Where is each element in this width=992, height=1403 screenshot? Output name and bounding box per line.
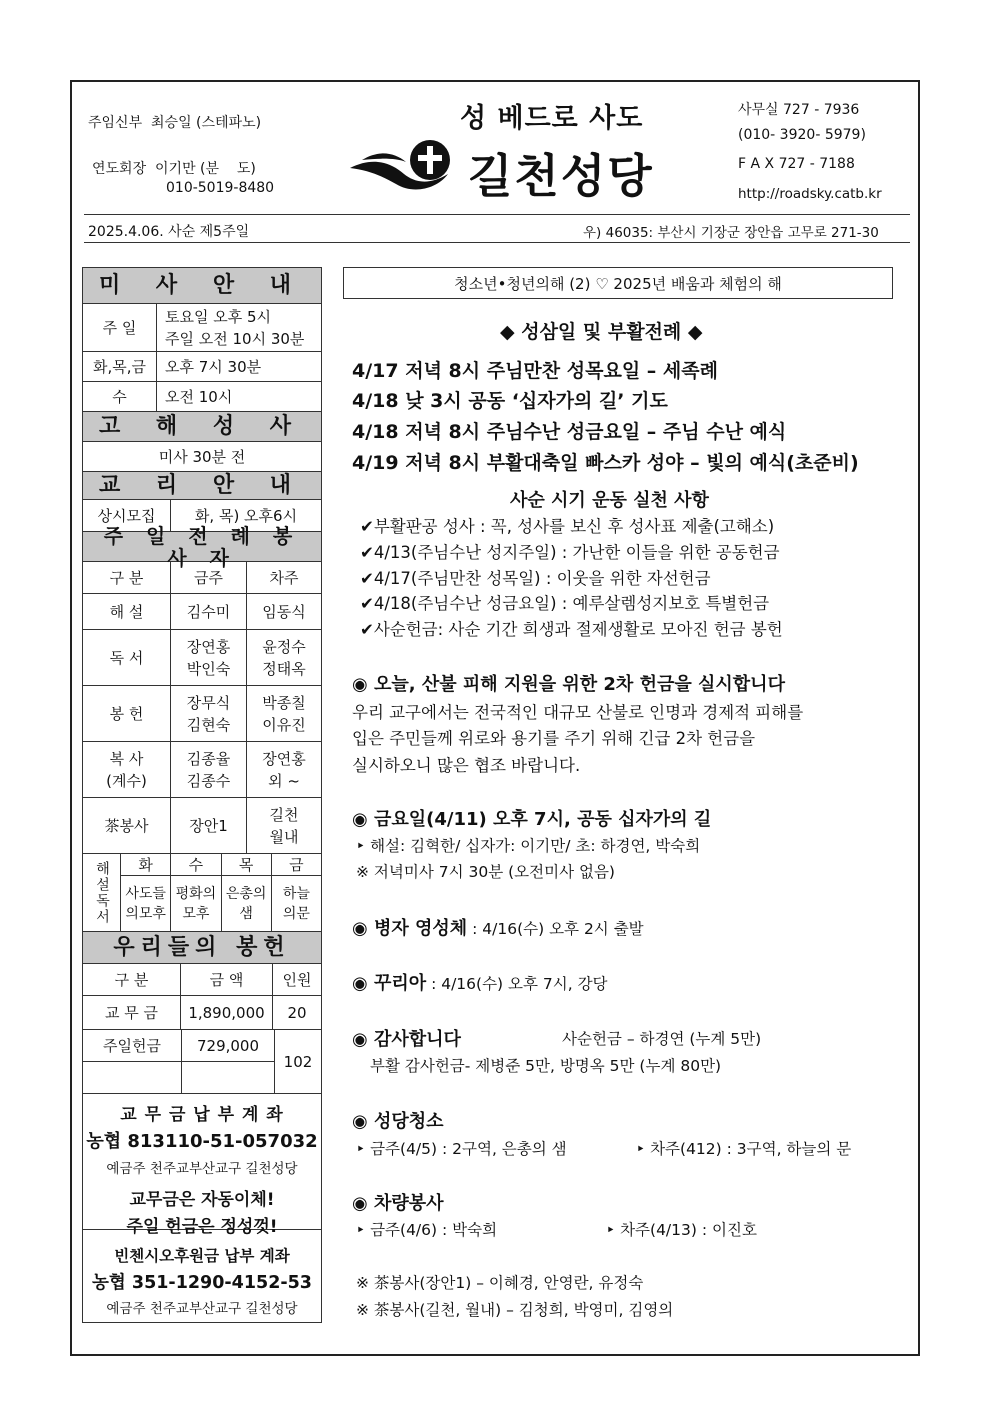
ministry-this: 장무식 bbox=[186, 693, 231, 712]
lent-item: ✔4/17(주님만찬 성목일) : 이웃을 위한 자선헌금 bbox=[360, 569, 711, 588]
account-box bbox=[83, 1094, 321, 1237]
church-name: 길천성당 bbox=[468, 149, 654, 203]
offering-head-amount: 금 액 bbox=[181, 964, 273, 995]
ministry-next: 윤정수 bbox=[262, 637, 306, 656]
offering-count: 20 bbox=[287, 1003, 307, 1022]
catechism-title: 교 리 안 내 bbox=[83, 472, 321, 499]
triduum-item: 4/19 저녁 8시 부활대축일 빠스카 성야 – 빛의 예식(초준비) bbox=[352, 452, 859, 474]
lent-item: ✔4/18(주님수난 성금요일) : 예루살렘성지보호 특별헌금 bbox=[360, 594, 770, 613]
table-row bbox=[83, 594, 321, 630]
tea-service-2: ※ 茶봉사(길천, 월내) – 김청희, 박영미, 김영의 bbox=[356, 1301, 674, 1319]
ministry-this: 장안1 bbox=[171, 798, 247, 853]
cross-title: ◉ 금요일(4/11) 오후 7시, 공동 십자가의 길 bbox=[352, 809, 712, 830]
account-number: 농협 813110-51-057032 bbox=[86, 1131, 318, 1152]
ministry-this: 김수미 bbox=[171, 594, 247, 629]
table-row bbox=[83, 1030, 321, 1094]
reading-group: 은총의 bbox=[225, 885, 267, 902]
council-info: 연도회장 이기만 (분 도) bbox=[92, 161, 256, 177]
thanks-item: 사순헌금 – 하경연 (누계 5만) bbox=[562, 1030, 762, 1048]
ministry-head-next: 차주 bbox=[269, 568, 299, 587]
website-link[interactable]: http://roadsky.catb.kr bbox=[738, 186, 882, 202]
triduum-title: ◆ 성삼일 및 부활전례 ◆ bbox=[500, 321, 703, 343]
mass-title: 미 사 안 내 bbox=[83, 268, 321, 303]
ministry-next: 장연홍 bbox=[262, 749, 306, 768]
reading-day: 화 bbox=[121, 854, 171, 875]
cleaning-this-week: ‣ 금주(4/5) : 2구역, 은총의 샘 bbox=[356, 1140, 567, 1158]
catechism-label: 상시모집 bbox=[83, 500, 171, 531]
reading-day: 금 bbox=[289, 855, 304, 874]
ministry-next: 박종칠 bbox=[262, 693, 306, 712]
offering-note: 주일 헌금은 정성껏! bbox=[126, 1217, 278, 1237]
sunday-label: 주 일 bbox=[83, 304, 157, 351]
tea-service-1: ※ 茶봉사(장안1) – 이혜경, 안영란, 유정숙 bbox=[356, 1274, 644, 1292]
ministry-title: 주 일 전 례 봉 사 자 bbox=[83, 532, 321, 561]
cross-detail: ‣ 해설: 김혁한/ 십자가: 이기만/ 초: 하경연, 박숙희 bbox=[356, 837, 701, 855]
lent-item: ✔부활판공 성사 : 꼭, 성사를 보신 후 성사표 제출(고해소) bbox=[360, 517, 775, 536]
wednesday-label: 수 bbox=[83, 382, 157, 411]
cross-note: ※ 저녁미사 7시 30분 (오전미사 없음) bbox=[356, 863, 615, 881]
sick-detail: : 4/16(수) 오후 2시 출발 bbox=[467, 920, 644, 938]
cleaning-title: ◉ 성당청소 bbox=[352, 1111, 444, 1132]
vincent-account-box bbox=[83, 1230, 321, 1322]
offering-amount: 729,000 bbox=[182, 1030, 274, 1062]
offering-count: 102 bbox=[283, 1052, 313, 1071]
triduum-item: 4/18 저녁 8시 주님수난 성금요일 – 주님 수난 예식 bbox=[352, 421, 787, 443]
vincent-title: 빈첸시오후원금 납부 계좌 bbox=[114, 1247, 290, 1265]
reading-group: 모후 bbox=[182, 905, 210, 922]
reading-rotation bbox=[83, 854, 321, 932]
table-row bbox=[83, 630, 321, 686]
weekday-time: 오후 7시 30분 bbox=[165, 357, 262, 376]
account-holder: 예금주 천주교부산교구 길천성당 bbox=[106, 1161, 298, 1177]
table-row bbox=[83, 742, 321, 798]
confession-title: 고 해 성 사 bbox=[83, 412, 321, 441]
mobile-phone: (010- 3920- 5979) bbox=[738, 127, 866, 143]
reading-group: 샘 bbox=[239, 905, 253, 922]
header-divider-2 bbox=[84, 242, 910, 243]
ministry-next: 길천 bbox=[269, 805, 299, 824]
church-subtitle: 성 베드로 사도 bbox=[460, 103, 644, 134]
offering-amount: 1,890,000 bbox=[181, 996, 273, 1029]
reading-day: 수 bbox=[171, 854, 221, 875]
ministry-this: 장연홍 bbox=[186, 637, 231, 656]
church-logo-icon bbox=[348, 134, 460, 196]
offering-head-count: 인원 bbox=[282, 970, 312, 989]
thanks-item: 부활 감사헌금- 제병준 5만, 방명옥 5만 (누계 80만) bbox=[370, 1057, 722, 1075]
ministry-role: (계수) bbox=[106, 771, 147, 790]
weekday-label: 화,목,금 bbox=[83, 352, 157, 381]
table-row bbox=[83, 996, 321, 1030]
pastor-info: 주임신부 최승일 (스테파노) bbox=[88, 115, 262, 131]
header-divider bbox=[84, 214, 910, 215]
wednesday-time: 오전 10시 bbox=[165, 387, 233, 406]
yearly-theme: 청소년•청년의해 (2) ♡ 2025년 배움과 체험의 해 bbox=[343, 267, 893, 299]
reading-group: 의문 bbox=[282, 905, 310, 922]
reading-group: 하늘 bbox=[282, 885, 310, 902]
issue-date: 2025.4.06. 사순 제5주일 bbox=[88, 224, 250, 240]
offering-label: 교 무 금 bbox=[83, 996, 181, 1029]
ministry-role: 봉 헌 bbox=[83, 686, 171, 741]
curia-title: ◉ 꾸리아 bbox=[352, 973, 427, 994]
sunday-time-2: 주일 오전 10시 30분 bbox=[165, 329, 305, 348]
ministry-this: 박인숙 bbox=[186, 659, 231, 678]
ministry-this: 김종수 bbox=[186, 771, 231, 790]
ministry-role: 해 설 bbox=[83, 594, 171, 629]
ministry-role: 茶봉사 bbox=[83, 798, 171, 853]
cleaning-next-week: ‣ 차주(412) : 3구역, 하늘의 문 bbox=[636, 1140, 852, 1158]
church-address: 우) 46035: 부산시 기장군 장안읍 고무로 271-30 bbox=[583, 225, 879, 241]
fire-title: ◉ 오늘, 산불 피해 지원을 위한 2차 헌금을 실시합니다 bbox=[352, 674, 785, 695]
ministry-next: 정태옥 bbox=[262, 659, 306, 678]
reading-day: 목 bbox=[222, 854, 272, 875]
vehicle-this-week: ‣ 금주(4/6) : 박숙희 bbox=[356, 1221, 498, 1239]
ministry-this: 김종율 bbox=[186, 749, 231, 768]
vehicle-next-week: ‣ 차주(4/13) : 이진호 bbox=[606, 1221, 757, 1239]
ministry-head-this: 금주 bbox=[171, 562, 247, 593]
reading-group: 의모후 bbox=[125, 905, 166, 922]
ministry-next: 월내 bbox=[269, 827, 299, 846]
ministry-role: 독 서 bbox=[83, 630, 171, 685]
offering-head-label: 구 분 bbox=[83, 964, 181, 995]
reading-group: 평화의 bbox=[175, 885, 217, 902]
offering-title: 우리들의 봉헌 bbox=[83, 932, 321, 963]
lent-title: 사순 시기 운동 실천 사항 bbox=[510, 490, 709, 511]
sick-title: ◉ 병자 영성체 bbox=[352, 918, 468, 939]
reading-group: 사도들 bbox=[125, 885, 166, 902]
curia-detail: : 4/16(수) 오후 7시, 강당 bbox=[426, 975, 608, 993]
thanks-title: ◉ 감사합니다 bbox=[352, 1029, 461, 1050]
ministry-this: 김현숙 bbox=[186, 715, 231, 734]
triduum-item: 4/17 저녁 8시 주님만찬 성목요일 – 세족례 bbox=[352, 360, 718, 382]
ministry-next: 외 ~ bbox=[268, 771, 300, 790]
sick-communion bbox=[352, 914, 644, 940]
ministry-role: 복 사 bbox=[109, 749, 144, 768]
ministry-next: 이유진 bbox=[262, 715, 306, 734]
fire-body: 실시하오니 많은 협조 바랍니다. bbox=[352, 756, 581, 775]
confession-time: 미사 30분 전 bbox=[158, 447, 246, 466]
sidebar bbox=[82, 267, 322, 1323]
fire-body: 우리 교구에서는 전국적인 대규모 산불로 인명과 경제적 피해를 bbox=[352, 703, 804, 722]
council-phone: 010-5019-8480 bbox=[166, 180, 275, 196]
triduum-item: 4/18 낮 3시 공동 ‘십자가의 길’ 기도 bbox=[352, 390, 668, 412]
vincent-number: 농협 351-1290-4152-53 bbox=[92, 1273, 312, 1293]
lent-item: ✔사순헌금: 사순 기간 희생과 절제생활로 모아진 헌금 봉헌 bbox=[360, 620, 783, 639]
offering-label: 주일헌금 bbox=[83, 1030, 181, 1062]
reading-label: 해설독서 bbox=[83, 854, 121, 931]
auto-transfer-note: 교무금은 자동이체! bbox=[129, 1190, 275, 1210]
vehicle-title: ◉ 차량봉사 bbox=[352, 1193, 444, 1214]
ministry-next: 임동식 bbox=[262, 602, 306, 621]
lent-item: ✔4/13(주님수난 성지주일) : 가난한 이들을 위한 공동헌금 bbox=[360, 543, 780, 562]
catechism-time: 화, 목) 오후6시 bbox=[194, 506, 298, 525]
table-row bbox=[83, 798, 321, 854]
account-title: 교 무 금 납 부 계 좌 bbox=[120, 1105, 284, 1125]
fire-body: 입은 주민들께 위로와 용기를 주기 위해 긴급 2차 헌금을 bbox=[352, 729, 756, 748]
office-phone: 사무실 727 - 7936 bbox=[738, 102, 860, 118]
table-row bbox=[83, 686, 321, 742]
fax-number: F A X 727 - 7188 bbox=[738, 156, 855, 172]
curia bbox=[352, 969, 608, 995]
vincent-holder: 예금주 천주교부산교구 길천성당 bbox=[106, 1301, 298, 1317]
sunday-time-1: 토요일 오후 5시 bbox=[165, 307, 272, 326]
ministry-head-role: 구 분 bbox=[83, 562, 171, 593]
